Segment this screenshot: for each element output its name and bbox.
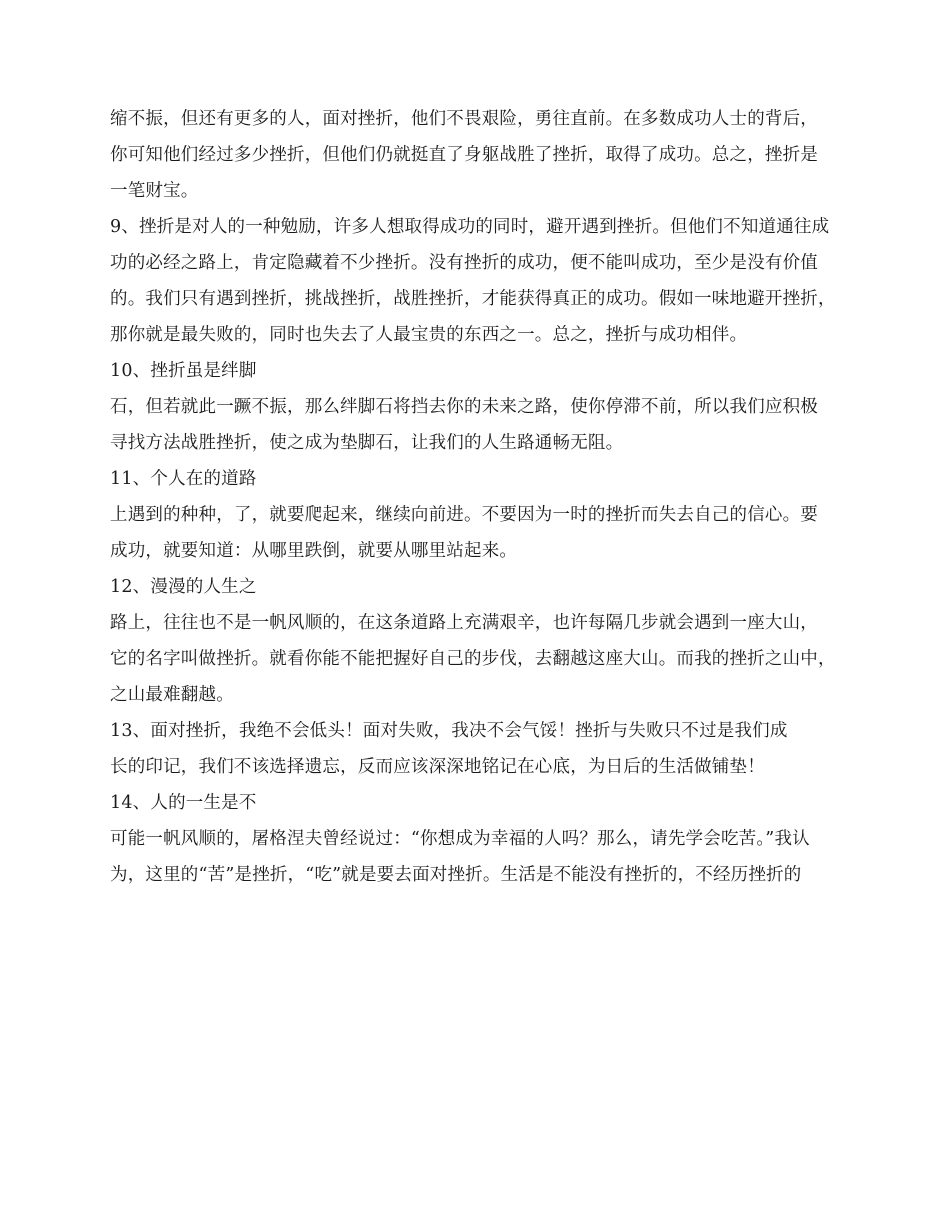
text-line: 13、面对挫折，我绝不会低头！面对失败，我决不会气馁！挫折与失败只不过是我们成 [110, 721, 788, 741]
text-line: 可能一帆风顺的，屠格涅夫曾经说过：“你想成为幸福的人吗？那么，请先学会吃苦。”我认 [110, 829, 810, 849]
text-line: 你可知他们经过多少挫折，但他们仍就挺直了身躯战胜了挫折，取得了成功。总之，挫折是 [110, 145, 818, 165]
text-line: 寻找方法战胜挫折，使之成为垫脚石，让我们的人生路通畅无阻。 [110, 433, 624, 453]
text-line: 14、人的一生是不 [110, 793, 257, 813]
text-line: 为，这里的“苦”是挫折，“吃”就是要去面对挫折。生活是不能没有挫折的，不经历挫折的 [110, 865, 802, 885]
text-line: 那你就是最失败的，同时也失去了人最宝贵的东西之一。总之，挫折与成功相伴。 [110, 325, 748, 345]
text-line: 11、个人在的道路 [110, 469, 257, 489]
text-line: 上遇到的种种，了，就要爬起来，继续向前进。不要因为一时的挫折而失去自己的信心。要 [110, 505, 818, 525]
text-line: 成功，就要知道：从哪里跌倒，就要从哪里站起来。 [110, 541, 518, 561]
text-line: 之山最难翻越。 [110, 685, 234, 705]
text-line: 它的名字叫做挫折。就看你能不能把握好自己的步伐，去翻越这座大山。而我的挫折之山中， [110, 649, 836, 669]
text-line: 9、挫折是对人的一种勉励，许多人想取得成功的同时，避开遇到挫折。但他们不知道通往成 [110, 217, 830, 237]
text-line: 的。我们只有遇到挫折，挑战挫折，战胜挫折，才能获得真正的成功。假如一味地避开挫折， [110, 289, 836, 309]
text-line: 10、挫折虽是绊脚 [110, 361, 257, 381]
text-line: 缩不振，但还有更多的人，面对挫折，他们不畏艰险，勇往直前。在多数成功人士的背后， [110, 109, 818, 129]
text-line: 功的必经之路上，肯定隐藏着不少挫折。没有挫折的成功，便不能叫成功，至少是没有价值 [110, 253, 818, 273]
document-body [110, 108, 840, 900]
text-line: 路上，往往也不是一帆风顺的，在这条道路上充满艰辛，也许每隔几步就会遇到一座大山， [110, 613, 818, 633]
text-line: 石，但若就此一蹶不振，那么绊脚石将挡去你的未来之路，使你停滞不前，所以我们应积极 [110, 397, 818, 417]
text-line: 一笔财宝。 [110, 181, 199, 201]
text-line: 12、漫漫的人生之 [110, 577, 257, 597]
text-line: 长的印记，我们不该选择遗忘，反而应该深深地铭记在心底，为日后的生活做铺垫！ [110, 757, 765, 777]
